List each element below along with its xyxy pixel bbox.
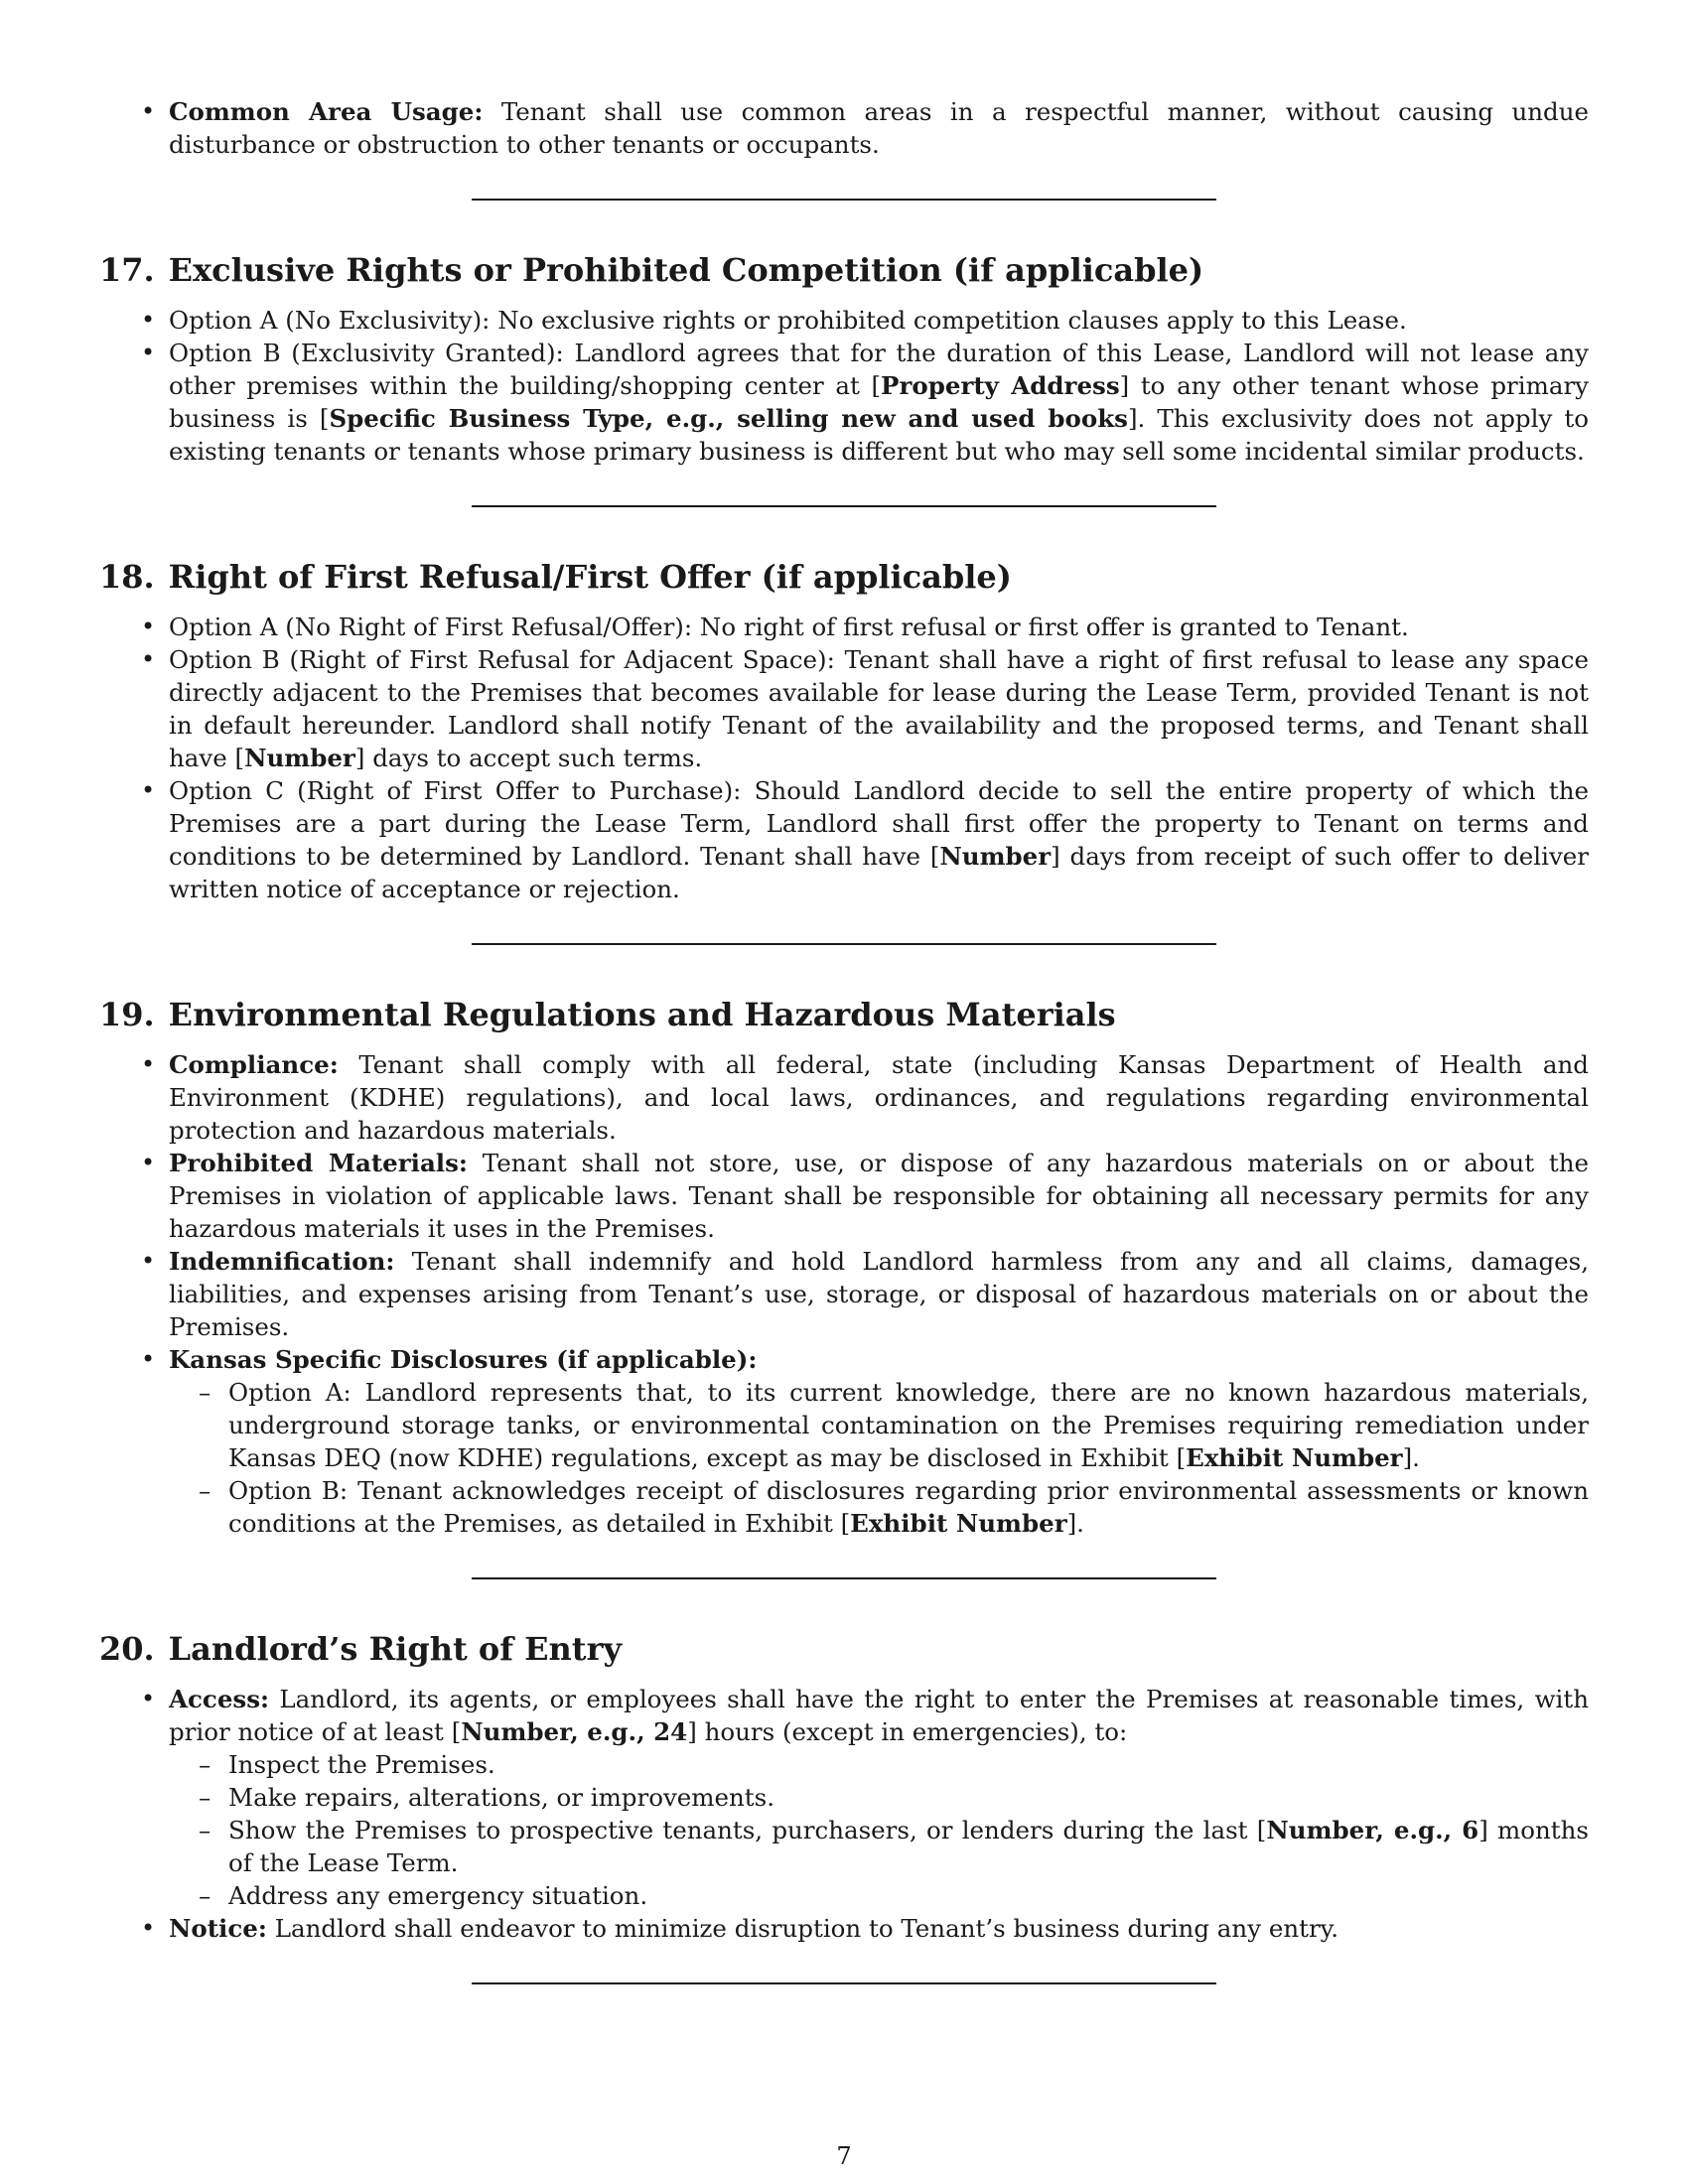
- list-item: [99, 95, 1589, 161]
- item-text: Landlord, its agents, or employees shall have the right to enter the Premises at reasonable times, with prior notice of at least [: [169, 1685, 1589, 1746]
- item-text: Option A (No Right of First Refusal/Offer): No right of first refusal or first offer is granted to Tenant.: [169, 613, 1409, 641]
- section-divider: [472, 199, 1216, 201]
- section-title: Landlord’s Right of Entry: [168, 1630, 623, 1668]
- sub-list-item: [169, 1376, 1589, 1474]
- item-label: Compliance:: [169, 1050, 339, 1079]
- item-label: Notice:: [169, 1914, 267, 1943]
- item-text: Show the Premises to prospective tenants, purchasers, or lenders during the last [: [228, 1816, 1267, 1844]
- placeholder-text: Number, e.g., 6: [1266, 1816, 1479, 1844]
- placeholder-text: Number: [244, 744, 355, 772]
- list-item: [99, 1343, 1589, 1540]
- sub-list-item: [169, 1879, 1589, 1912]
- item-text: Tenant shall indemnify and hold Landlord harmless from any and all claims, damages, liabilities, and expenses arising from Tenant’s use, storage, or disposal of hazardous materials on or about the Premises.: [169, 1247, 1589, 1341]
- placeholder-text: Exhibit Number: [850, 1509, 1067, 1538]
- list-item: [99, 304, 1589, 337]
- placeholder-text: Number: [939, 842, 1052, 871]
- item-text: ] hours (except in emergencies), to:: [687, 1717, 1128, 1746]
- item-text: ] to any other tenant whose primary business is [: [169, 371, 1589, 433]
- entry-purposes-list: [169, 1748, 1589, 1912]
- item-text: Option B: Tenant acknowledges receipt of disclosures regarding prior environmental assessments or known conditions at the Premises, as detailed in Exhibit [: [228, 1476, 1589, 1538]
- item-label: Access:: [169, 1685, 270, 1713]
- list-item: [99, 774, 1589, 905]
- item-text: ] days from receipt of such offer to deliver written notice of acceptance or rejection.: [169, 842, 1589, 903]
- section-heading-19: [99, 995, 1589, 1034]
- section-20-list: [99, 1683, 1589, 1945]
- item-text: Inspect the Premises.: [228, 1750, 495, 1779]
- item-text: ].: [1066, 1509, 1084, 1538]
- list-item: [99, 643, 1589, 774]
- item-label: Indemnification:: [169, 1247, 395, 1276]
- section-heading-17: [99, 250, 1589, 290]
- section-number: 18.: [99, 558, 155, 596]
- placeholder-text: Specific Business Type, e.g., selling new and used books: [329, 404, 1128, 433]
- section-divider: [472, 1982, 1216, 1984]
- item-text: Tenant shall use common areas in a respectful manner, without causing undue disturbance or obstruction to other tenants or occupants.: [169, 97, 1590, 159]
- item-text: Tenant shall comply with all federal, state (including Kansas Department of Health and Environment (KDHE) regulations), and local laws, ordinances, and regulations regarding environmental protection and hazardous materials.: [169, 1050, 1589, 1145]
- item-text: ] months of the Lease Term.: [228, 1816, 1589, 1877]
- section-17-list: [99, 304, 1589, 468]
- item-text: Option B (Exclusivity Granted): Landlord agrees that for the duration of this Lease, Landlord will not lease any other premises within the building/shopping center at [: [169, 339, 1589, 400]
- item-text: Make repairs, alterations, or improvements.: [228, 1783, 775, 1812]
- kansas-options-list: [169, 1376, 1589, 1540]
- section-number: 19.: [99, 996, 155, 1033]
- page-number: 7: [836, 2142, 852, 2170]
- section-title: Exclusive Rights or Prohibited Competition (if applicable): [168, 251, 1204, 289]
- section-number: 20.: [99, 1630, 155, 1668]
- list-item: [99, 611, 1589, 643]
- list-item: [99, 337, 1589, 468]
- section-number: 17.: [99, 251, 155, 289]
- item-text: Landlord shall endeavor to minimize disruption to Tenant’s business during any entry.: [266, 1914, 1339, 1943]
- item-label: Prohibited Materials:: [169, 1149, 468, 1177]
- list-item: [99, 1147, 1589, 1245]
- section-divider: [472, 1577, 1216, 1579]
- section-title: Environmental Regulations and Hazardous Materials: [168, 996, 1116, 1033]
- list-item: [99, 1048, 1589, 1147]
- item-text: Option A (No Exclusivity): No exclusive rights or prohibited competition clauses apply to this Lease.: [169, 306, 1407, 335]
- sub-list-item: [169, 1781, 1589, 1814]
- item-text: Option C (Right of First Offer to Purchase): Should Landlord decide to sell the entire property of which the Premises are a part during the Lease Term, Landlord shall first offer the property to Tenant on terms and conditions to be determined by Landlord. Tenant shall have [: [169, 776, 1589, 871]
- section-19-list: [99, 1048, 1589, 1540]
- placeholder-text: Property Address: [881, 371, 1120, 400]
- sub-list-item: [169, 1748, 1589, 1781]
- item-text: ].: [1402, 1443, 1420, 1472]
- item-text: Option A: Landlord represents that, to its current knowledge, there are no known hazardous materials, underground storage tanks, or environmental contamination on the Premises requiring remediation under Kansas DEQ (now KDHE) regulations, except as may be disclosed in Exhibit [: [228, 1378, 1589, 1472]
- placeholder-text: Number, e.g., 24: [461, 1717, 688, 1746]
- section-title: Right of First Refusal/First Offer (if applicable): [168, 558, 1012, 596]
- common-area-list: [99, 95, 1589, 161]
- item-text: ] days to accept such terms.: [354, 744, 703, 772]
- list-item: [99, 1912, 1589, 1945]
- item-text: Tenant shall not store, use, or dispose of any hazardous materials on or about the Premises in violation of applicable laws. Tenant shall be responsible for obtaining all necessary permits for any hazardous materials it uses in the Premises.: [169, 1149, 1589, 1243]
- list-item: [99, 1245, 1589, 1343]
- item-text: Option B (Right of First Refusal for Adjacent Space): Tenant shall have a right of first refusal to lease any space directly adjacent to the Premises that becomes available for lease during the Lease Term, provided Tenant is not in default hereunder. Landlord shall notify Tenant of the availability and the proposed terms, and Tenant shall have [: [169, 645, 1589, 772]
- section-heading-18: [99, 557, 1589, 597]
- item-text: Address any emergency situation.: [228, 1881, 648, 1910]
- sub-list-item: [169, 1474, 1589, 1540]
- section-18-list: [99, 611, 1589, 905]
- section-divider: [472, 943, 1216, 945]
- sub-list-item: [169, 1814, 1589, 1879]
- placeholder-text: Exhibit Number: [1186, 1443, 1403, 1472]
- item-label: Kansas Specific Disclosures (if applicable):: [169, 1345, 758, 1374]
- item-label: Common Area Usage:: [169, 97, 484, 126]
- list-item: [99, 1683, 1589, 1912]
- section-heading-20: [99, 1629, 1589, 1669]
- item-text: ]. This exclusivity does not apply to existing tenants or tenants whose primary business is different but who may sell some incidental similar products.: [169, 404, 1589, 466]
- document-page: [99, 95, 1589, 1984]
- section-divider: [472, 505, 1216, 507]
